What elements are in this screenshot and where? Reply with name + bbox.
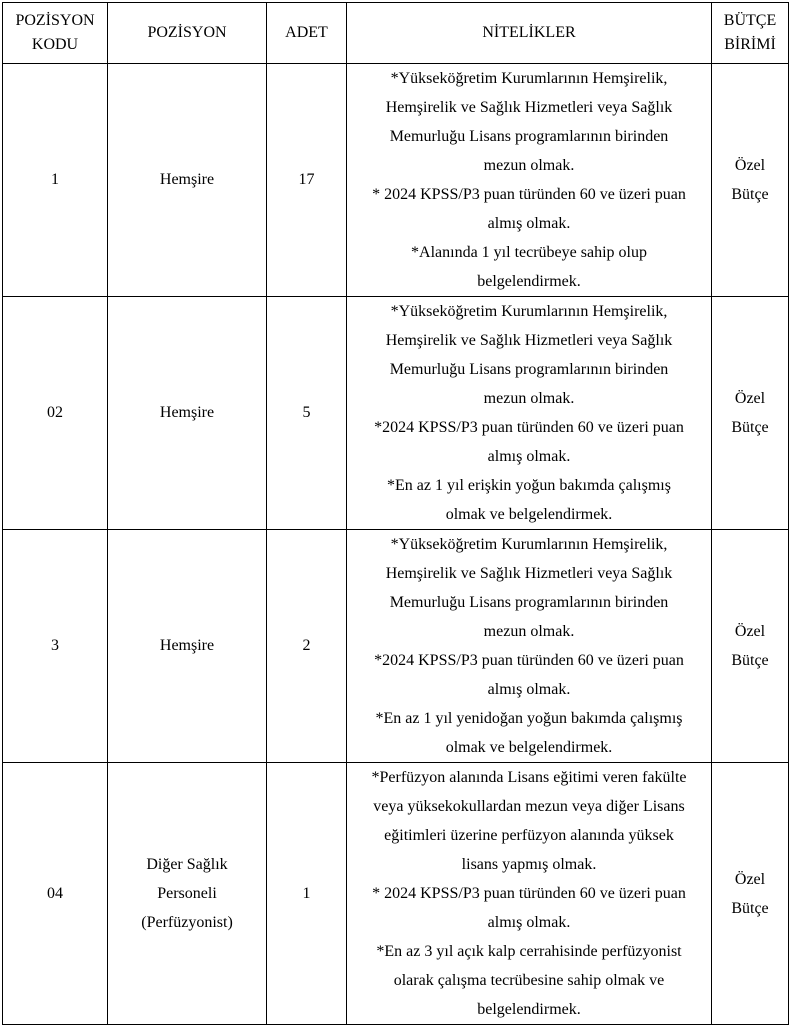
nitelik-line: Memurluğu Lisans programlarının birinden: [389, 594, 669, 611]
header-row: [3, 3, 789, 64]
adet-cell: 2: [267, 530, 347, 763]
nitelik-line: mezun olmak.: [483, 157, 575, 174]
butce-birimi-cell: Özel Bütçe: [712, 297, 789, 530]
pozisyon-kodu-cell: 3: [3, 530, 108, 763]
table-row: [3, 64, 789, 297]
nitelikler-cell: [347, 297, 712, 530]
table-row: [3, 763, 789, 1025]
nitelikler-cell: [347, 64, 712, 297]
pozisyon-cell: Diğer Sağlık Personeli (Perfüzyonist): [108, 763, 267, 1025]
nitelik-line: *Yükseköğretim Kurumlarının Hemşirelik,: [390, 70, 668, 87]
nitelik-line: *Perfüzyon alanında Lisans eğitimi veren fakülte: [371, 769, 687, 786]
nitelik-line: *En az 3 yıl açık kalp cerrahisinde perfüzyonist: [376, 943, 682, 960]
butce-birimi-cell: Özel Bütçe: [712, 64, 789, 297]
table-row: [3, 530, 789, 763]
nitelik-line: *2024 KPSS/P3 puan türünden 60 ve üzeri puan: [374, 419, 684, 436]
adet-cell: 17: [267, 64, 347, 297]
nitelik-line: olarak çalışma tecrübesine sahip olmak ve: [393, 972, 665, 989]
nitelikler-cell: [347, 530, 712, 763]
nitelik-line: veya yüksekokullardan mezun veya diğer Lisans: [373, 798, 685, 815]
positions-table: [2, 2, 789, 1025]
nitelik-line: *Yükseköğretim Kurumlarının Hemşirelik,: [390, 303, 668, 320]
nitelikler-cell: [347, 763, 712, 1025]
nitelik-line: *Yükseköğretim Kurumlarının Hemşirelik,: [390, 536, 668, 553]
header-nitelikler: NİTELİKLER: [347, 3, 712, 64]
header-adet: ADET: [267, 3, 347, 64]
nitelik-line: Hemşirelik ve Sağlık Hizmetleri veya Sağlık: [385, 332, 673, 349]
nitelik-line: Hemşirelik ve Sağlık Hizmetleri veya Sağlık: [385, 565, 673, 582]
pozisyon-cell: Hemşire: [108, 297, 267, 530]
nitelik-line: *En az 1 yıl erişkin yoğun bakımda çalışmış: [387, 477, 671, 494]
nitelik-line: belgelendirmek.: [477, 1001, 581, 1018]
nitelik-line: mezun olmak.: [483, 623, 575, 640]
nitelik-line: olmak ve belgelendirmek.: [445, 739, 613, 756]
pozisyon-kodu-cell: 1: [3, 64, 108, 297]
nitelik-line: Hemşirelik ve Sağlık Hizmetleri veya Sağlık: [385, 99, 673, 116]
nitelik-line: almış olmak.: [487, 914, 571, 931]
nitelik-line: olmak ve belgelendirmek.: [445, 506, 613, 523]
adet-cell: 5: [267, 297, 347, 530]
nitelik-line: almış olmak.: [487, 448, 571, 465]
nitelik-line: eğitimleri üzerine perfüzyon alanında yüksek: [384, 827, 674, 844]
header-pozisyon: POZİSYON: [108, 3, 267, 64]
nitelik-line: Memurluğu Lisans programlarının birinden: [389, 128, 669, 145]
nitelik-line: * 2024 KPSS/P3 puan türünden 60 ve üzeri puan: [372, 186, 686, 203]
pozisyon-kodu-cell: 04: [3, 763, 108, 1025]
nitelik-line: belgelendirmek.: [477, 273, 581, 290]
table-row: [3, 297, 789, 530]
adet-cell: 1: [267, 763, 347, 1025]
nitelik-line: * 2024 KPSS/P3 puan türünden 60 ve üzeri puan: [372, 885, 686, 902]
nitelik-line: *2024 KPSS/P3 puan türünden 60 ve üzeri puan: [374, 652, 684, 669]
nitelik-line: almış olmak.: [487, 681, 571, 698]
nitelik-line: Memurluğu Lisans programlarının birinden: [389, 361, 669, 378]
nitelik-line: lisans yapmış olmak.: [461, 856, 597, 873]
pozisyon-kodu-cell: 02: [3, 297, 108, 530]
nitelik-line: *Alanında 1 yıl tecrübeye sahip olup: [411, 244, 647, 261]
pozisyon-cell: Hemşire: [108, 64, 267, 297]
pozisyon-cell: Hemşire: [108, 530, 267, 763]
nitelik-line: *En az 1 yıl yenidoğan yoğun bakımda çalışmış: [375, 710, 683, 727]
nitelik-line: almış olmak.: [487, 215, 571, 232]
butce-birimi-cell: Özel Bütçe: [712, 530, 789, 763]
butce-birimi-cell: Özel Bütçe: [712, 763, 789, 1025]
header-pozisyon-kodu: POZİSYON KODU: [3, 3, 108, 64]
nitelik-line: mezun olmak.: [483, 390, 575, 407]
header-butce-birimi: BÜTÇE BİRİMİ: [712, 3, 789, 64]
